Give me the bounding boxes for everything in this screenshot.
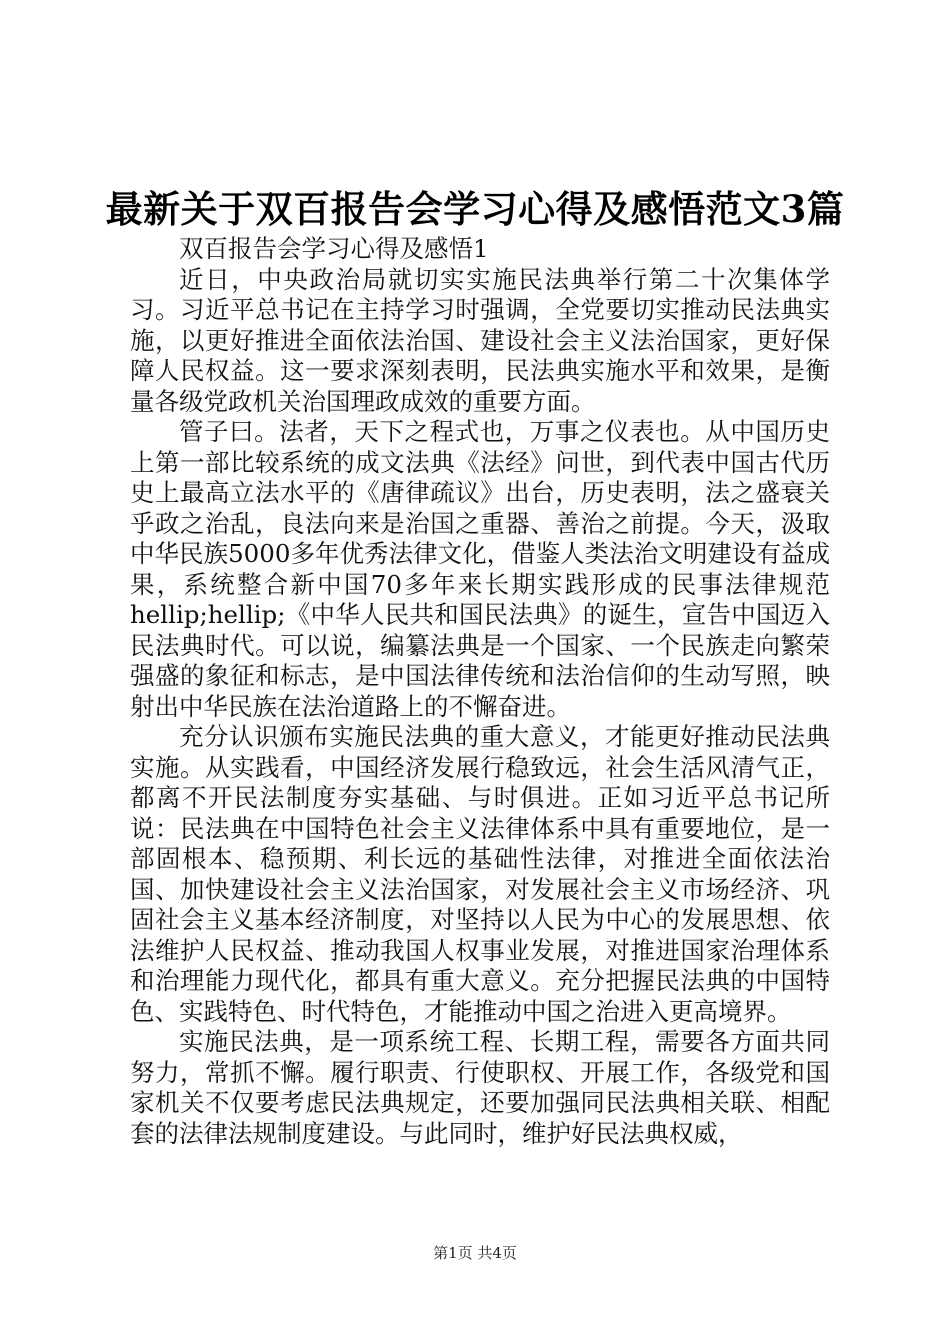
section-heading: 双百报告会学习心得及感悟1 [179, 234, 489, 263]
paragraph: 管子曰。法者，天下之程式也，万事之仪表也。从中国历史上第一部比较系统的成文法典《法经》问世，到代表中国古代历史上最高立法水平的《唐律疏议》出台，历史表明，法之盛衰关乎政之治乱，良法向来是治国之重器、善治之前提。今天，汲取中华民族5000多年优秀法律文化，借鉴人类法治文明建设有益成果，系统整合新中国70多年来长期实践形成的民事法律规范hellip;hellip;《中华人民共和国民法典》的诞生，宣告中国迈入民法典时代。可以说，编纂法典是一个国家、一个民族走向繁荣强盛的象征和标志，是中国法律传统和法治信仰的生动写照，映射出中华民族在法治道路上的不懈奋进。 [130, 417, 830, 721]
paragraph: 实施民法典，是一项系统工程、长期工程，需要各方面共同努力，常抓不懈。履行职责、行使职权、开展工作，各级党和国家机关不仅要考虑民法典规定，还要加强同民法典相关联、相配套的法律法规制度建设。与此同时，维护好民法典权威， [130, 1027, 830, 1148]
page-number-footer: 第1页 共4页 [433, 1244, 517, 1262]
document-title: 最新关于双百报告会学习心得及感悟范文3篇 [105, 187, 845, 231]
paragraph: 近日，中央政治局就切实实施民法典举行第二十次集体学习。习近平总书记在主持学习时强调，全党要切实推动民法典实施，以更好推进全面依法治国、建设社会主义法治国家，更好保障人民权益。这一要求深刻表明，民法典实施水平和效果，是衡量各级党政机关治国理政成效的重要方面。 [130, 264, 830, 416]
document-body [130, 234, 830, 1149]
paragraph: 充分认识颁布实施民法典的重大意义，才能更好推动民法典实施。从实践看，中国经济发展行稳致远，社会生活风清气正，都离不开民法制度夯实基础、与时俱进。正如习近平总书记所说：民法典在中国特色社会主义法律体系中具有重要地位，是一部固根本、稳预期、利长远的基础性法律，对推进全面依法治国、加快建设社会主义法治国家，对发展社会主义市场经济、巩固社会主义基本经济制度，对坚持以人民为中心的发展思想、依法维护人民权益、推动我国人权事业发展，对推进国家治理体系和治理能力现代化，都具有重大意义。充分把握民法典的中国特色、实践特色、时代特色，才能推动中国之治进入更高境界。 [130, 722, 830, 1026]
